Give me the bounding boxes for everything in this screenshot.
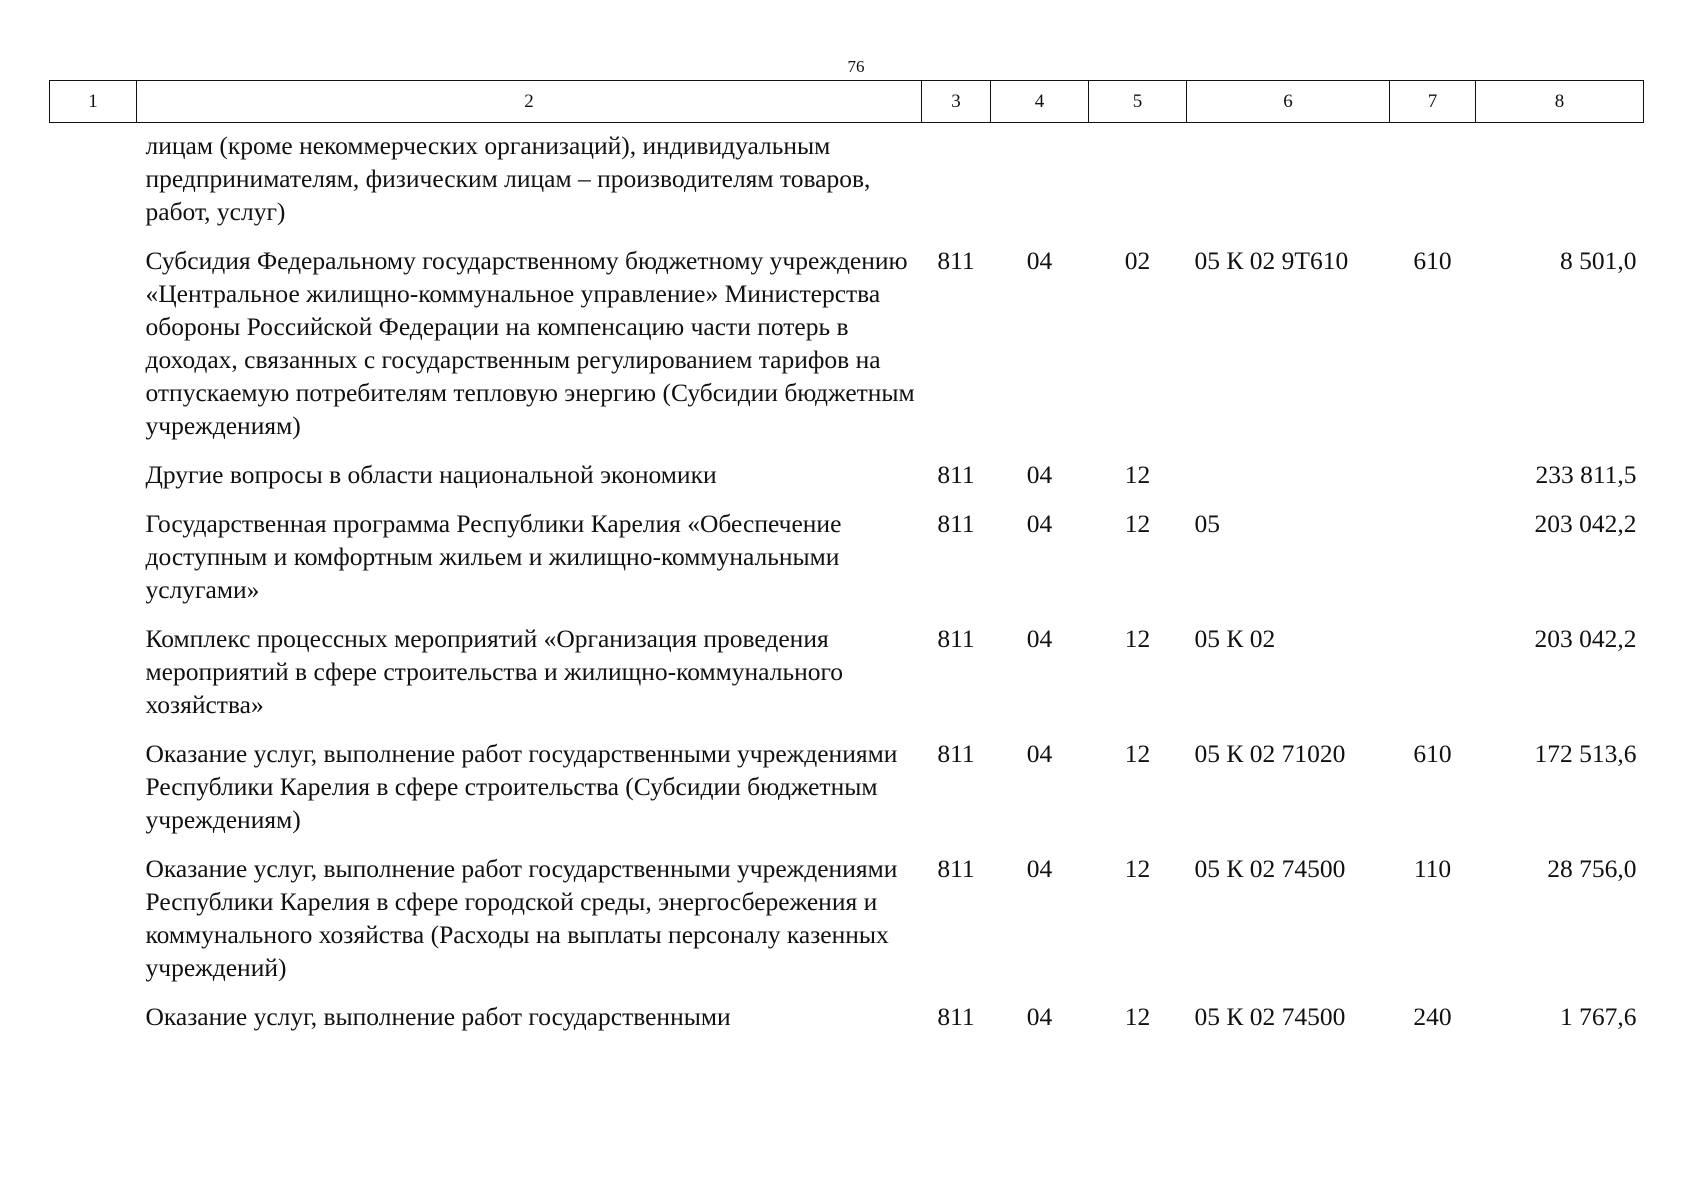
code-5-cell: 02 [1124,246,1151,275]
code-3-cell: 811 [937,854,975,883]
column-1-cell [50,244,137,458]
code-3-cell: 811 [937,624,975,653]
table-row [50,737,1644,852]
code-3-cell [922,123,991,245]
code-4-cell: 04 [1026,246,1053,275]
column-header-5: 5 [1089,81,1187,123]
code-3-cell: 811 [937,739,975,768]
amount-cell [1476,123,1644,245]
code-5-cell: 12 [1124,1002,1151,1031]
code-6-cell: 05 К 02 74500 [1194,1002,1346,1031]
code-5-cell: 12 [1124,624,1151,653]
code-6-cell [1187,123,1390,245]
table-row [50,507,1644,622]
row-description: Другие вопросы в области национальной экономики [145,460,717,489]
column-1-cell [50,1000,137,1049]
row-description: Субсидия Федеральному государственному бюджетному учреждению «Центральное жилищно-коммунальное управление» Министерства обороны Российской Федерации на компенсацию части потерь в доходах, связанных с государственным регулированием тарифов на отпускаемую потребителям тепловую энергию (Субсидии бюджетным учреждениям) [145,246,915,440]
column-number-header [50,81,1644,123]
page-number: 76 [847,57,865,76]
code-6-cell: 05 К 02 [1194,624,1276,653]
row-description: Государственная программа Республики Карелия «Обеспечение доступным и комфортным жильем и жилищно-коммунальными услугами» [145,509,842,604]
column-header-6: 6 [1187,81,1390,123]
code-3-cell: 811 [937,1002,975,1031]
code-5-cell: 12 [1124,460,1151,489]
code-7-cell [1390,507,1476,622]
code-4-cell: 04 [1026,854,1053,883]
code-7-cell: 110 [1413,854,1452,883]
table-row [50,123,1644,245]
code-3-cell: 811 [937,509,975,538]
code-7-cell [1390,123,1476,245]
amount-cell: 28 756,0 [1547,854,1637,883]
code-5-cell: 12 [1124,739,1151,768]
code-3-cell: 811 [937,246,975,275]
code-7-cell: 610 [1413,246,1452,275]
code-7-cell: 610 [1413,739,1452,768]
row-description: лицам (кроме некоммерческих организаций), индивидуальным предпринимателям, физическим лицам – производителям товаров, работ, услуг) [145,131,871,226]
code-7-cell [1390,622,1476,737]
amount-cell: 8 501,0 [1560,246,1637,275]
row-description: Оказание услуг, выполнение работ государственными учреждениями Республики Карелия в сфере городской среды, энергосбережения и коммунального хозяйства (Расходы на выплаты персоналу казенных учреждений) [145,854,898,982]
column-1-cell [50,507,137,622]
code-4-cell [991,123,1089,245]
table-row [50,622,1644,737]
budget-table [49,80,1644,1049]
code-5-cell: 12 [1124,854,1151,883]
code-3-cell: 811 [937,460,975,489]
table-row [50,458,1644,507]
row-description: Оказание услуг, выполнение работ государственными учреждениями Республики Карелия в сфере строительства (Субсидии бюджетным учреждениям) [145,739,898,834]
column-header-1: 1 [50,81,137,123]
code-7-cell [1390,458,1476,507]
column-header-8: 8 [1476,81,1644,123]
amount-cell: 203 042,2 [1534,624,1637,653]
table-row [50,852,1644,1000]
column-header-4: 4 [991,81,1089,123]
row-description: Оказание услуг, выполнение работ государственными [145,1002,731,1031]
code-4-cell: 04 [1026,624,1053,653]
table-row [50,1000,1644,1049]
code-7-cell: 240 [1413,1002,1452,1031]
code-6-cell: 05 К 02 74500 [1194,854,1346,883]
amount-cell: 203 042,2 [1534,509,1637,538]
column-1-cell [50,622,137,737]
table-row [50,244,1644,458]
amount-cell: 1 767,6 [1560,1002,1637,1031]
column-1-cell [50,458,137,507]
column-1-cell [50,737,137,852]
row-description: Комплекс процессных мероприятий «Организация проведения мероприятий в сфере строительства и жилищно-коммунального хозяйства» [145,624,844,719]
code-6-cell: 05 К 02 9Т610 [1194,246,1349,275]
code-5-cell: 12 [1124,509,1151,538]
amount-cell: 233 811,5 [1535,460,1637,489]
code-4-cell: 04 [1026,1002,1053,1031]
code-5-cell [1089,123,1187,245]
code-6-cell [1187,458,1390,507]
column-header-7: 7 [1390,81,1476,123]
code-4-cell: 04 [1026,739,1053,768]
code-6-cell: 05 К 02 71020 [1194,739,1346,768]
amount-cell: 172 513,6 [1534,739,1637,768]
column-1-cell [50,852,137,1000]
code-4-cell: 04 [1026,460,1053,489]
code-4-cell: 04 [1026,509,1053,538]
column-header-2: 2 [137,81,922,123]
column-header-3: 3 [922,81,991,123]
column-1-cell [50,123,137,245]
code-6-cell: 05 [1194,509,1220,538]
